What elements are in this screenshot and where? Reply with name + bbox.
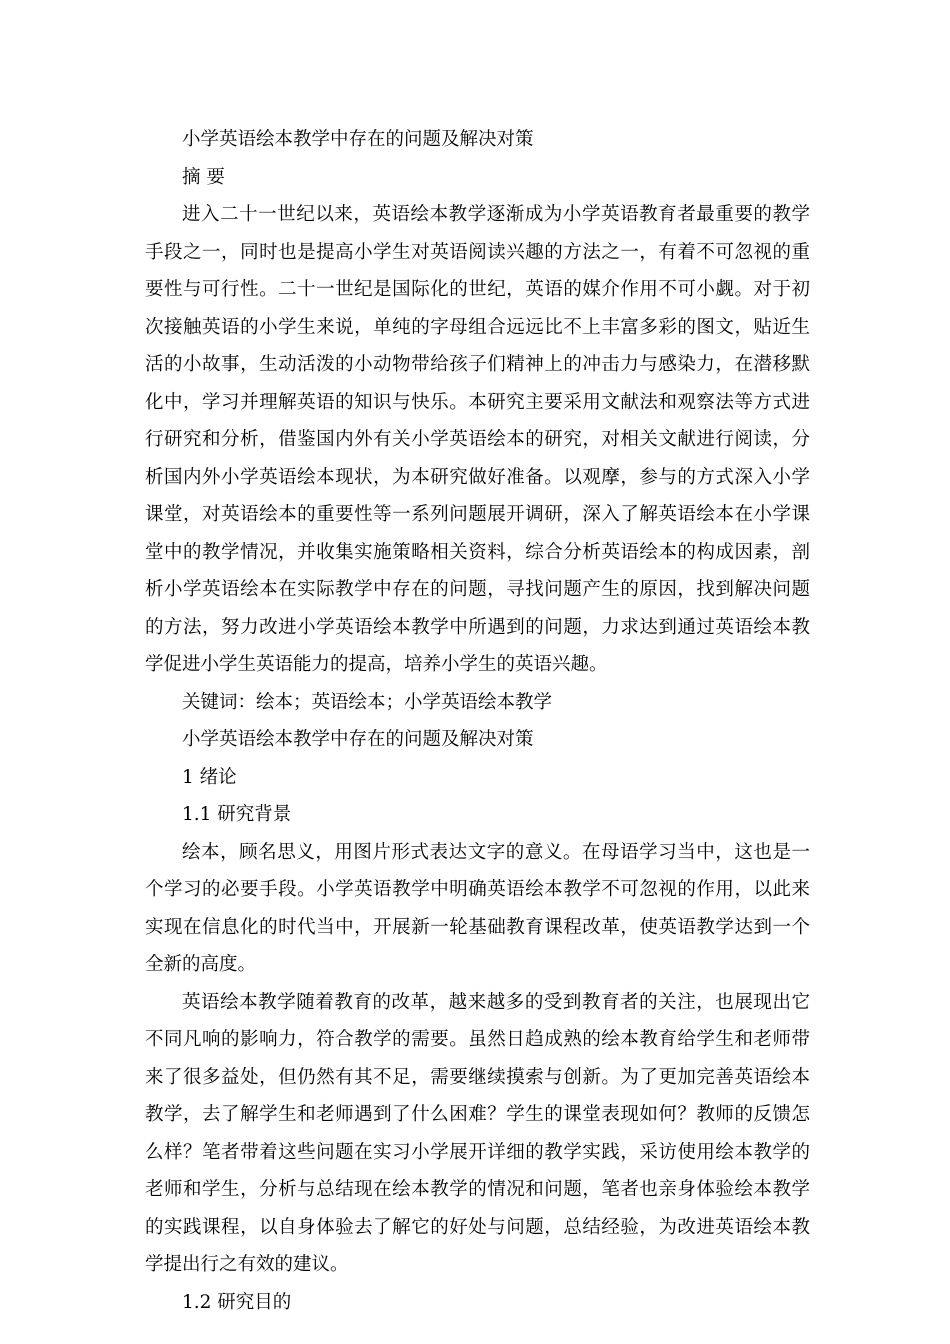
chapter-1-heading: 1 绪论 — [182, 766, 237, 788]
abstract-heading: 摘 要 — [182, 166, 225, 188]
abstract-body: 进入二十一世纪以来，英语绘本教学逐渐成为小学英语教育者最重要的教学手段之一，同时也是提高小学生对英语阅读兴趣的方法之一，有着不可忽视的重要性与可行性。二十一世纪是国际化的世纪，英语的媒介作用不可小觑。对于初次接触英语的小学生来说，单纯的字母组合远远比不上丰富多彩的图文，贴近生活的小故事，生动活泼的小动物带给孩子们精神上的冲击力与感染力，在潜移默化中，学习并理解英语的知识与快乐。本研究主要采用文献法和观察法等方式进行研究和分析，借鉴国内外有关小学英语绘本的研究，对相关文献进行阅读，分析国内外小学英语绘本现状，为本研究做好准备。以观摩，参与的方式深入小学课堂，对英语绘本的重要性等一系列问题展开调研，深入了解英语绘本在小学课堂中的教学情况，并收集实施策略相关资料，综合分析英语绘本的构成因素，剖析小学英语绘本在实际教学中存在的问题，寻找问题产生的原因，找到解决问题的方法，努力改进小学英语绘本教学中所遇到的问题，力求达到通过英语绘本教学促进小学生英语能力的提高，培养小学生的英语兴趣。 — [145, 204, 810, 675]
section-1-2-heading: 1.2 研究目的 — [182, 1291, 292, 1313]
document-title: 小学英语绘本教学中存在的问题及解决对策 — [182, 129, 534, 150]
keywords-line: 关键词：绘本；英语绘本；小学英语绘本教学 — [182, 691, 553, 713]
document-page — [145, 121, 810, 1321]
document-title-repeat: 小学英语绘本教学中存在的问题及解决对策 — [182, 729, 534, 750]
section-1-1-paragraph-1: 绘本，顾名思义，用图片形式表达文字的意义。在母语学习当中，这也是一个学习的必要手段。小学英语教学中明确英语绘本教学不可忽视的作用，以此来实现在信息化的时代当中，开展新一轮基础教育课程改革，使英语教学达到一个全新的高度。 — [145, 841, 810, 975]
section-1-1-heading: 1.1 研究背景 — [182, 804, 292, 825]
section-1-1-paragraph-2: 英语绘本教学随着教育的改革，越来越多的受到教育者的关注，也展现出它不同凡响的影响力，符合教学的需要。虽然日趋成熟的绘本教育给学生和老师带来了很多益处，但仍然有其不足，需要继续摸索与创新。为了更加完善英语绘本教学，去了解学生和老师遇到了什么困难？学生的课堂表现如何？教师的反馈怎么样？笔者带着这些问题在实习小学展开详细的教学实践，采访使用绘本教学的老师和学生，分析与总结现在绘本教学的情况和问题，笔者也亲身体验绘本教学的实践课程，以自身体验去了解它的好处与问题，总结经验，为改进英语绘本教学提出行之有效的建议。 — [145, 991, 810, 1275]
